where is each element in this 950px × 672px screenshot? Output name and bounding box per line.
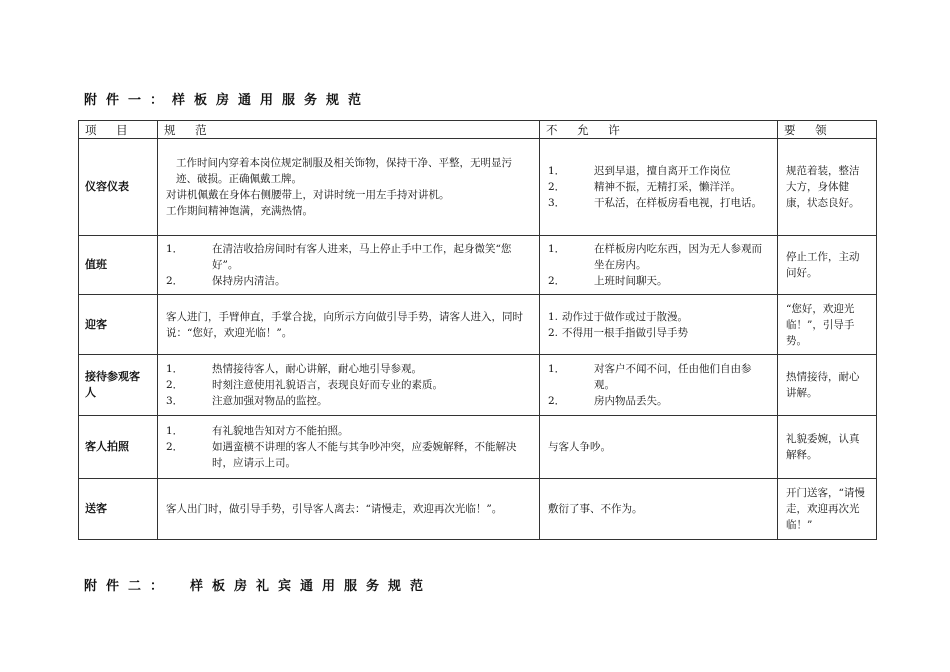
row-forbidden: 与客人争吵。 [540, 416, 778, 479]
table-row [79, 416, 877, 479]
row-forbidden [540, 355, 778, 416]
table-row [79, 236, 877, 295]
row-key-points: 停止工作，主动问好。 [778, 236, 877, 295]
list-text: 精神不振，无精打采，懒洋洋。 [594, 181, 741, 193]
list-number: 2． [548, 395, 566, 407]
list-number: 2. [548, 326, 559, 339]
row-norm [158, 355, 540, 416]
row-item: 值班 [79, 236, 158, 295]
row-key-points: 开门送客，“请慢走，欢迎再次光临！” [778, 479, 877, 540]
forbidden-item [548, 163, 769, 179]
service-standards-table [78, 120, 877, 540]
norm-item [166, 439, 531, 471]
row-item: 送客 [79, 479, 158, 540]
norm-line: 对讲机佩戴在身体右侧腰带上，对讲时统一用左手持对讲机。 [166, 189, 450, 201]
forbidden-item [548, 179, 769, 195]
row-item: 客人拍照 [79, 416, 158, 479]
appendix-2-name: 样板房礼宾通用服务规范 [190, 579, 433, 594]
list-text: 干私活，在样板房看电视，打电话。 [594, 197, 762, 209]
list-number: 1． [166, 363, 184, 375]
list-text: 在样板房内吃东西，因为无人参观而坐在房内。 [594, 243, 762, 271]
row-item: 接待参观客人 [79, 355, 158, 416]
list-text: 不得用一根手指做引导手势 [562, 326, 688, 339]
norm-line: 客人出门时，做引导手势，引导客人离去：“请慢走，欢迎再次光临！”。 [166, 503, 503, 515]
forbidden-item [548, 309, 769, 325]
forbidden-item [548, 325, 769, 341]
norm-item [166, 241, 531, 273]
row-norm [158, 295, 540, 355]
header-forbidden: 不 允 许 [540, 121, 778, 139]
table-row [79, 139, 877, 236]
norm-item [166, 273, 531, 289]
row-forbidden: 敷衍了事、不作为。 [540, 479, 778, 540]
norm-item [166, 377, 531, 393]
row-key-points: “您好，欢迎光临！”，引导手势。 [778, 295, 877, 355]
norm-line: 客人进门，手臂伸直，手掌合拢，向所示方向做引导手势，请客人进入，同时说：“您好，欢迎光临！”。 [166, 310, 523, 339]
header-norm: 规 范 [158, 121, 540, 139]
appendix-2-title [84, 575, 432, 594]
row-key-points: 礼貌委婉，认真解释。 [778, 416, 877, 479]
row-norm [158, 416, 540, 479]
row-key-points: 规范着装，整洁大方，身体健康，状态良好。 [778, 139, 877, 236]
forbidden-item [548, 273, 769, 289]
forbidden-item [548, 195, 769, 211]
list-text: 动作过于做作或过于散漫。 [562, 310, 688, 323]
list-text: 热情接待客人，耐心讲解，耐心地引导参观。 [212, 363, 422, 375]
list-text: 在清洁收拾房间时有客人进来，马上停止手中工作，起身微笑“您好”。 [212, 243, 512, 271]
list-text: 房内物品丢失。 [594, 395, 668, 407]
forbidden-item [548, 361, 769, 393]
forbidden-item [548, 241, 769, 273]
norm-line: 工作时间内穿着本岗位规定制服及相关饰物，保持干净、平整，无明显污迹、破损。正确佩戴工牌。 [176, 157, 512, 185]
appendix-1-title: 附件一：样板房通用服务规范 [84, 93, 371, 108]
list-text: 保持房内清洁。 [212, 275, 286, 287]
list-number: 1． [548, 243, 566, 255]
appendix-2-prefix: 附件二： [84, 579, 173, 594]
norm-item [166, 361, 531, 377]
row-norm [158, 139, 540, 236]
list-text: 注意加强对物品的监控。 [212, 395, 328, 407]
norm-item [166, 393, 531, 409]
list-number: 3． [166, 395, 184, 407]
table-row [79, 295, 877, 355]
table-row [79, 355, 877, 416]
norm-line: 工作期间精神饱满，充满热情。 [166, 205, 313, 217]
list-number: 1． [166, 243, 184, 255]
list-number: 2． [548, 181, 566, 193]
list-text: 上班时间聊天。 [594, 275, 668, 287]
list-number: 1. [548, 310, 559, 323]
forbidden-item [548, 393, 769, 409]
norm-item [166, 423, 531, 439]
row-item: 仪容仪表 [79, 139, 158, 236]
list-number: 1． [548, 165, 566, 177]
list-number: 3． [548, 197, 566, 209]
list-number: 2． [166, 275, 184, 287]
row-norm [158, 479, 540, 540]
row-forbidden [540, 139, 778, 236]
list-text: 有礼貌地告知对方不能拍照。 [212, 425, 349, 437]
header-item: 项 目 [79, 121, 158, 139]
header-key-points: 要 领 [778, 121, 877, 139]
list-number: 1． [548, 363, 566, 375]
list-text: 迟到早退，擅自离开工作岗位 [594, 165, 731, 177]
list-number: 1． [166, 425, 184, 437]
list-text: 如遇蛮横不讲理的客人不能与其争吵冲突，应委婉解释，不能解决时，应请示上司。 [212, 441, 517, 469]
list-number: 2． [548, 275, 566, 287]
list-number: 2． [166, 379, 184, 391]
row-forbidden [540, 295, 778, 355]
list-text: 时刻注意使用礼貌语言，表现良好而专业的素质。 [212, 379, 443, 391]
table-row [79, 479, 877, 540]
row-forbidden [540, 236, 778, 295]
table-header-row [79, 121, 877, 139]
row-key-points: 热情接待，耐心讲解。 [778, 355, 877, 416]
row-norm [158, 236, 540, 295]
list-text: 对客户不闻不问，任由他们自由参观。 [594, 363, 752, 391]
row-item: 迎客 [79, 295, 158, 355]
list-number: 2． [166, 441, 184, 453]
